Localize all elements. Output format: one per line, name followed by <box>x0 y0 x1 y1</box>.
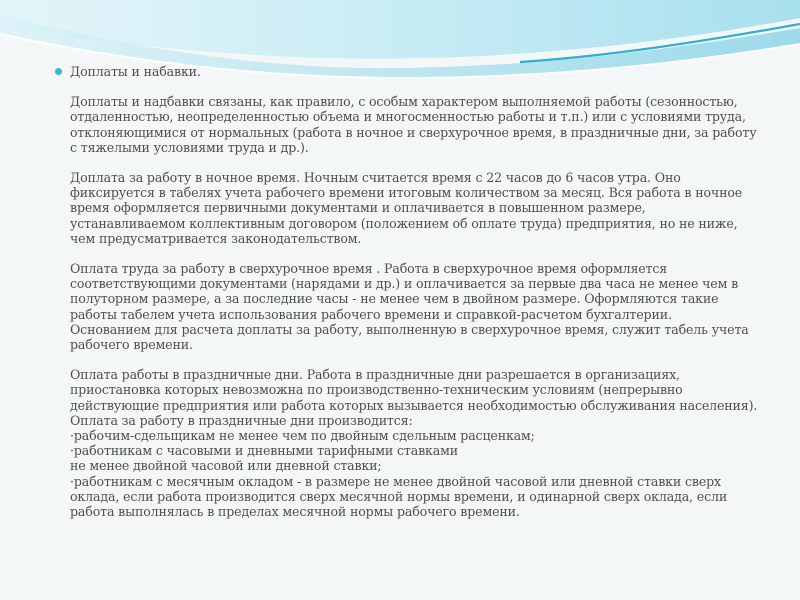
list-item: ·работникам с часовыми и дневными тарифными ставками <box>70 443 458 459</box>
list-item: ·рабочим-сдельщикам не менее чем по двойным сдельным расценкам; <box>70 428 535 444</box>
slide-content <box>70 64 762 519</box>
bullet-icon <box>55 68 62 75</box>
slide-heading: Доплаты и набавки. <box>70 64 201 79</box>
paragraph-overtime-basis: Основанием для расчета доплаты за работу, выполненную в сверхурочное время, служит табель учета рабочего времени. <box>70 321 749 353</box>
paragraph-general: Доплаты и надбавки связаны, как правило, с особым характером выполняемой работы (сезонностью, отдаленностью, неопределенностью объема и многосменностью работы и т.п.) или с условиями труда, отклоняющимися от нормальных (работа в ночное и сверхурочное время, в праздничные дни, за работу с тяжелыми условиями труда и др.). <box>70 94 757 155</box>
paragraph-night-work: Доплата за работу в ночное время. Ночным считается время с 22 часов до 6 часов утра. Оно фиксируется в табелях учета рабочего времени итоговым количеством за месяц. Вся работа в ночное время оформляется первичными документами и оплачивается в повышенном размере, устанавливаемом коллективным договором (положением об оплате труда) предприятия, но не ниже, чем предусматривается законодательством. <box>70 170 743 246</box>
paragraph-holidays: Оплата работы в праздничные дни. Работа в праздничные дни разрешается в организациях, приостановка которых невозможна по производственно-техническим условиям (непрерывно действующие предприятия или работа которых вызывается необходимостью обслуживания населения). Оплата за работу в праздничные дни производится: <box>70 367 758 428</box>
list-item: не менее двойной часовой или дневной ставки; <box>70 458 382 474</box>
paragraph-overtime: Оплата труда за работу в сверхурочное время . Работа в сверхурочное время оформляется соответствующими документами (нарядами и др.) и оплачивается за первые два часа не менее чем в полуторном размере, а за последние часы - не менее чем в двойном размере. Оформляются такие работы табелем учета использования рабочего времени и справкой-расчетом бухгалтерии. <box>70 261 739 322</box>
list-item: ·работникам с месячным окладом - в размере не менее двойной часовой или дневной ставки сверх оклада, если работа производится сверх месячной нормы времени, и одинарной сверх оклада, если работа выполнялась в пределах месячной нормы рабочего времени. <box>70 473 728 520</box>
